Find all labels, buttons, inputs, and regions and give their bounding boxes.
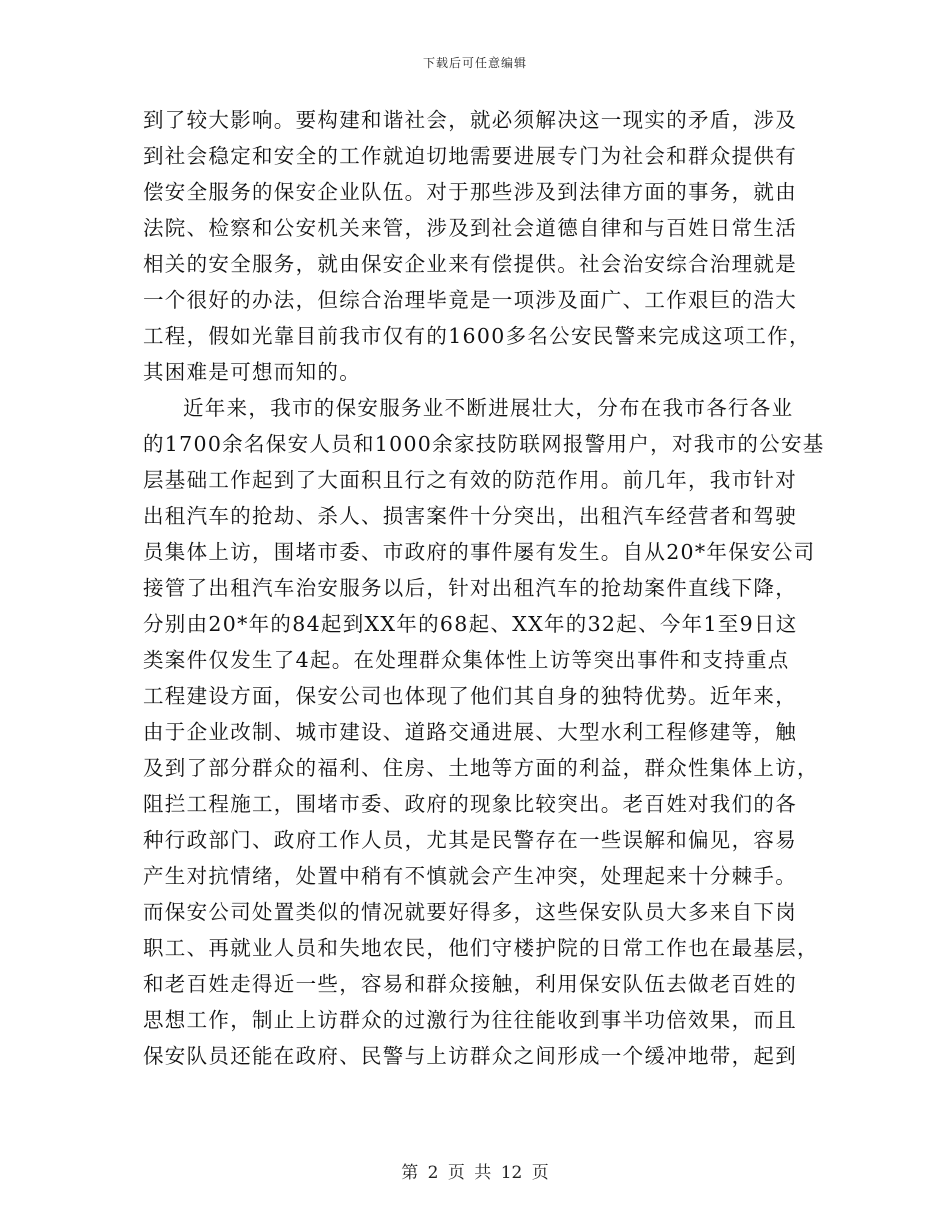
text-line: 工程建设方面，保安公司也体现了他们其自身的独特优势。近年来，	[143, 684, 797, 708]
text-line: 的1700余名保安人员和1000余家技防联网报警用户，对我市的公安基	[143, 432, 825, 456]
text-line: 由于企业改制、城市建设、道路交通进展、大型水利工程修建等，触	[143, 720, 797, 744]
text-line: 类案件仅发生了4起。在处理群众集体性上访等突出事件和支持重点	[143, 648, 790, 672]
page-number-footer: 第 2 页 共 12 页	[401, 1163, 549, 1183]
text-line: 种行政部门、政府工作人员，尤其是民警存在一些误解和偏见，容易	[143, 828, 797, 852]
text-line: 出租汽车的抢劫、杀人、损害案件十分突出，出租汽车经营者和驾驶	[143, 504, 797, 528]
text-line: 一个很好的办法，但综合治理毕竟是一项涉及面广、工作艰巨的浩大	[143, 288, 797, 312]
text-line: 思想工作，制止上访群众的过激行为往往能收到事半功倍效果，而且	[143, 1008, 797, 1032]
text-line: 到社会稳定和安全的工作就迫切地需要进展专门为社会和群众提供有	[143, 144, 797, 168]
page-header: 下载后可任意编辑	[422, 56, 527, 70]
text-line: 和老百姓走得近一些，容易和群众接触，利用保安队伍去做老百姓的	[143, 972, 797, 996]
text-line: 相关的安全服务，就由保安企业来有偿提供。社会治安综合治理就是	[143, 252, 797, 276]
text-line: 偿安全服务的保安企业队伍。对于那些涉及到法律方面的事务，就由	[143, 180, 797, 204]
text-line: 及到了部分群众的福利、住房、土地等方面的利益，群众性集体上访，	[143, 756, 819, 780]
text-line: 其困难是可想而知的。	[143, 360, 361, 384]
text-line: 到了较大影响。要构建和谐社会，就必须解决这一现实的矛盾，涉及	[143, 108, 797, 132]
text-line: 层基础工作起到了大面积且行之有效的防范作用。前几年，我市针对	[143, 468, 797, 492]
text-line-indented: 近年来，我市的保安服务业不断进展壮大，分布在我市各行各业	[183, 396, 794, 420]
text-line: 而保安公司处置类似的情况就要好得多，这些保安队员大多来自下岗	[143, 900, 797, 924]
text-line: 产生对抗情绪，处置中稍有不慎就会产生冲突，处理起来十分棘手。	[143, 864, 797, 888]
text-line: 接管了出租汽车治安服务以后，针对出租汽车的抢劫案件直线下降，	[143, 576, 797, 600]
text-line: 工程，假如光靠目前我市仅有的1600多名公安民警来完成这项工作，	[143, 324, 811, 348]
text-line: 职工、再就业人员和失地农民，他们守楼护院的日常工作也在最基层，	[143, 936, 819, 960]
text-line: 阻拦工程施工，围堵市委、政府的现象比较突出。老百姓对我们的各	[143, 792, 797, 816]
text-line: 法院、检察和公安机关来管，涉及到社会道德自律和与百姓日常生活	[143, 216, 797, 240]
document-body	[143, 102, 825, 1074]
text-line: 保安队员还能在政府、民警与上访群众之间形成一个缓冲地带，起到	[143, 1044, 797, 1068]
text-line: 分别由20*年的84起到XX年的68起、XX年的32起、今年1至9日这	[143, 612, 798, 636]
text-line: 员集体上访，围堵市委、市政府的事件屡有发生。自从20*年保安公司	[143, 540, 816, 564]
